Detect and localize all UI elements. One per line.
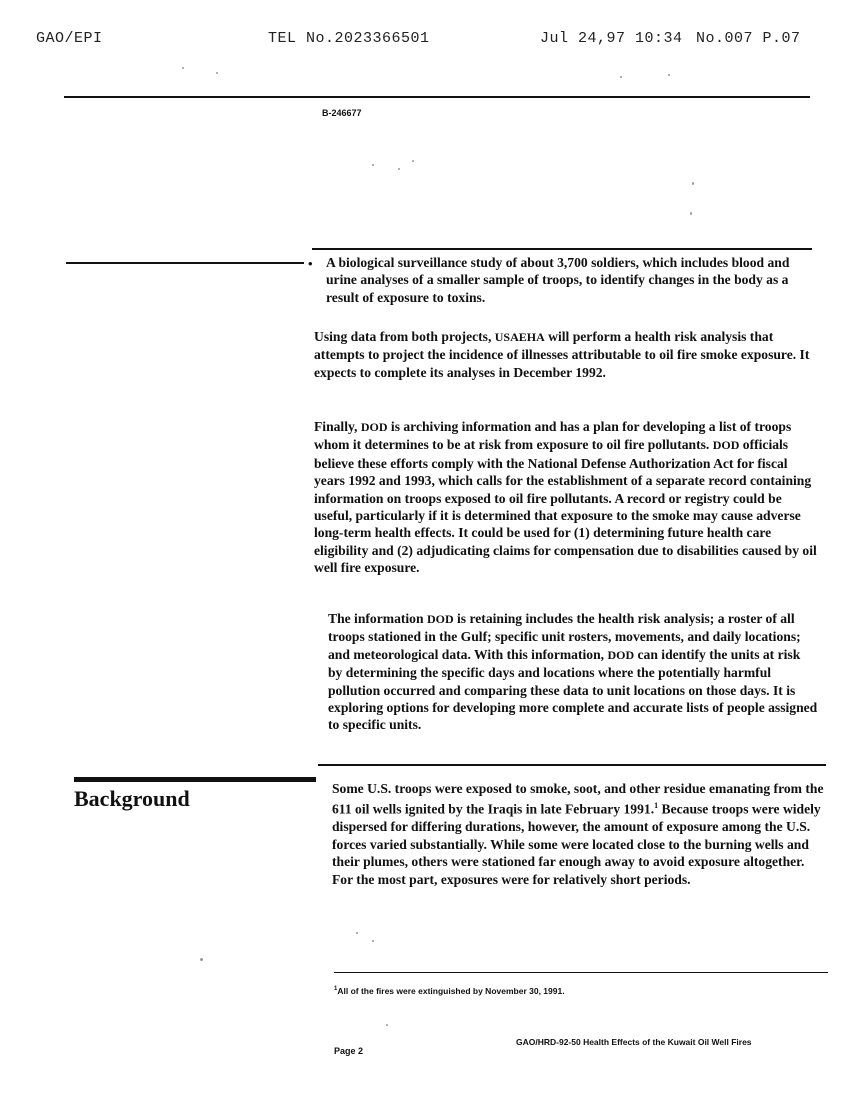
footnote [334,986,565,996]
fax-tel: TEL No.2023366501 [268,30,430,47]
fax-noise [386,1024,388,1026]
fax-page-info: No.007 P.07 [696,30,801,47]
lower-section-rule [318,764,826,766]
document-id: B-246677 [322,108,362,118]
paragraph-risk-analysis: Using data from both projects, USAEHA will perform a health risk analysis that attempts to project the incidence of illnesses attributable to oil fire smoke exposure. It expects to complete its analyses in December 1992. [314,329,810,380]
fax-noise [412,160,414,162]
abbr-usaeha: USAEHA [494,330,545,344]
left-margin-rule [66,262,304,264]
fax-header [0,30,850,50]
fax-noise [182,67,184,69]
report-id: GAO/HRD-92-50 Health Effects of the Kuwait Oil Well Fires [516,1037,752,1047]
paragraph-dod-information: The information DOD is retaining includes the health risk analysis; a roster of all troops stationed in the Gulf; specific unit rosters, movements, and daily locations; and meteorological data. With this information, DOD can identify the units at risk by determining the specific days and locations where the potentially harmful pollution occurred and comparing these data to unit locations on those days. It is exploring options for developing more complete and accurate lists of people assigned to specific units. [328,611,818,733]
footnote-ref: 1 [654,801,659,811]
fax-sender: GAO/EPI [36,30,103,47]
page-number: Page 2 [334,1046,364,1056]
bullet-marker: • [308,256,313,271]
paragraph-dod-archiving: Finally, DOD is archiving information and has a plan for developing a list of troops whom it determines to be at risk from exposure to oil fire pollutants. DOD officials believe these efforts comply with the National Defense Authorization Act for fiscal years 1992 and 1993, which calls for the establishment of a separate record containing information on troops exposed to oil fire pollutants. A record or registry could be useful, particularly if it is determined that exposure to the smoke may cause adverse long-term health effects. It could be used for (1) determining future health care eligibility and (2) adjudicating claims for compensation due to disabilities caused by oil well fire exposure. [314,419,817,576]
bullet-item-text: A biological surveillance study of about 3,700 soldiers, which includes blood and urine analyses of a smaller sample of troops, to identify changes in the body as a result of exposure to toxins. [326,255,790,305]
background-heading: Background [74,786,190,811]
bullet-item [326,254,802,306]
background-paragraph: Some U.S. troops were exposed to smoke, soot, and other residue emanating from the 611 oil wells ignited by the Iraqis in late February 1991.$^1$ Because troops were widely dispersed for differing durations, however, the amount of exposure among the U.S. forces varied substantially. While some were located close to the burning wells and their plumes, others were stationed far enough away to avoid exposure altogether. For the most part, exposures were for relatively short periods. [332,781,824,887]
abbr-dod: DOD [607,647,635,662]
fax-noise [372,164,374,166]
abbr-dod: DOD [360,420,388,434]
background-heading-rule [74,777,316,782]
upper-section-rule [312,248,812,250]
top-rule [64,96,810,98]
fax-noise [200,958,203,961]
fax-noise [690,212,692,215]
fax-noise [356,932,358,934]
footnote-rule [334,972,828,973]
footnote-marker: 1 [334,986,338,993]
fax-noise [216,72,218,74]
fax-noise [692,182,694,185]
fax-noise [668,74,670,76]
abbr-dod: DOD [426,612,454,626]
fax-date-time: Jul 24,97 10:34 [540,30,683,47]
abbr-dod: DOD [712,438,740,453]
footnote-text: All of the fires were extinguished by November 30, 1991. [337,986,565,996]
fax-noise [620,76,622,78]
fax-noise [372,940,374,942]
fax-noise [398,168,400,170]
